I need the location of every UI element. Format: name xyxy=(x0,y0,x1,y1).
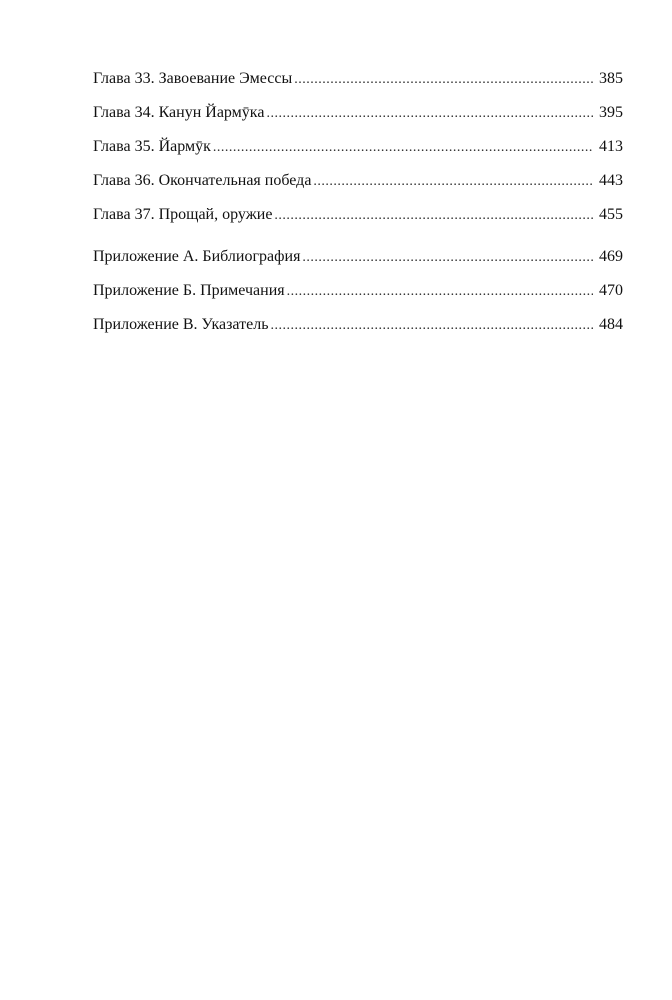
toc-entry-chapter-34[interactable] xyxy=(93,96,623,130)
toc-dot-leader xyxy=(302,241,593,275)
toc-entry-label: Глава 37. Прощай, оружие xyxy=(93,206,273,223)
toc-dot-leader xyxy=(313,165,593,199)
toc-entry-page: 470 xyxy=(599,282,623,299)
toc-dot-leader xyxy=(287,275,593,309)
toc-entry-chapter-36[interactable] xyxy=(93,164,623,198)
toc-dot-leader xyxy=(213,131,593,165)
toc-dot-leader xyxy=(266,97,593,131)
toc-dot-leader xyxy=(270,309,593,343)
toc-entry-appendix-a[interactable] xyxy=(93,240,623,274)
toc-entry-appendix-v[interactable] xyxy=(93,308,623,342)
toc-entry-page: 443 xyxy=(599,172,623,189)
toc-entry-page: 484 xyxy=(599,316,623,333)
toc-entry-label: Глава 33. Завоевание Эмессы xyxy=(93,70,293,87)
toc-entry-label: Глава 34. Канун Йармӯка xyxy=(93,104,265,121)
toc-entry-page: 455 xyxy=(599,206,623,223)
toc-entry-label: Приложение А. Библиография xyxy=(93,248,301,265)
toc-entry-page: 469 xyxy=(599,248,623,265)
toc-entry-page: 395 xyxy=(599,104,623,121)
toc-entry-label: Глава 35. Йармӯк xyxy=(93,138,211,155)
table-of-contents xyxy=(93,62,623,342)
toc-entry-page: 385 xyxy=(599,70,623,87)
toc-entry-label: Глава 36. Окончательная победа xyxy=(93,172,312,189)
toc-entry-label: Приложение В. Указатель xyxy=(93,316,269,333)
toc-dot-leader xyxy=(294,63,593,97)
toc-entry-page: 413 xyxy=(599,138,623,155)
toc-entry-label: Приложение Б. Примечания xyxy=(93,282,285,299)
toc-entry-chapter-33[interactable] xyxy=(93,62,623,96)
toc-entry-chapter-35[interactable] xyxy=(93,130,623,164)
toc-entry-appendix-b[interactable] xyxy=(93,274,623,308)
toc-dot-leader xyxy=(274,199,593,233)
toc-entry-chapter-37[interactable] xyxy=(93,198,623,232)
